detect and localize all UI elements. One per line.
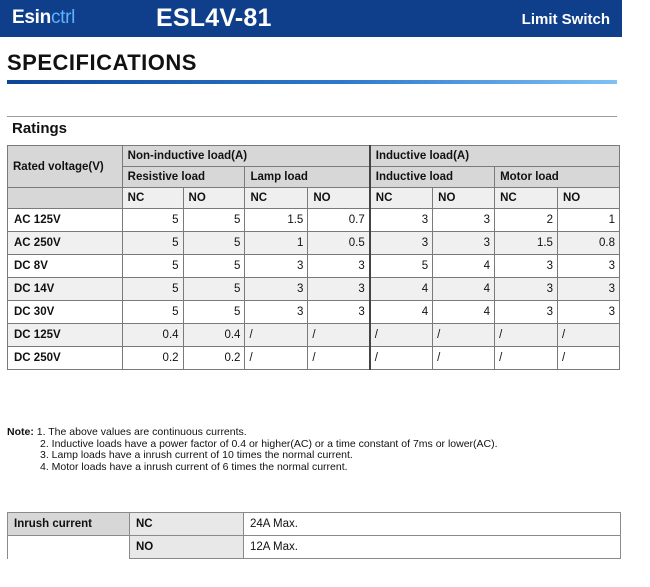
value-cell: 5 (183, 209, 245, 232)
value-cell: 4 (370, 278, 433, 301)
brand-logo (12, 7, 75, 29)
value-cell: 3 (557, 301, 619, 324)
value-cell: / (557, 347, 619, 370)
note-item: 2. Inductive loads have a power factor of 0.4 or higher(AC) or a time constant of 7ms or lower(AC). (40, 437, 498, 450)
value-cell: 5 (122, 301, 183, 324)
value-cell: 0.2 (183, 347, 245, 370)
model-number: ESL4V-81 (156, 4, 272, 32)
brand-name-part1: Esin (12, 7, 51, 28)
voltage-cell: DC 8V (8, 255, 123, 278)
value-cell: / (308, 324, 370, 347)
header-bar (0, 0, 622, 37)
value-cell: 1.5 (245, 209, 308, 232)
value-cell: 3 (245, 278, 308, 301)
value-cell: 3 (245, 255, 308, 278)
product-type: Limit Switch (521, 11, 610, 28)
inrush-value: 24A Max. (244, 513, 621, 536)
value-cell: 3 (308, 255, 370, 278)
value-cell: 5 (183, 255, 245, 278)
value-cell: 5 (183, 278, 245, 301)
ratings-divider (7, 116, 617, 117)
value-cell: 3 (433, 209, 495, 232)
table-row (8, 536, 621, 559)
header-row-1 (8, 146, 620, 167)
value-cell: 5 (183, 232, 245, 255)
contact-cell: NO (130, 536, 244, 559)
value-cell: 2 (495, 209, 558, 232)
table-row (8, 278, 620, 301)
section-title: SPECIFICATIONS (7, 50, 197, 75)
note-item: 3. Lamp loads have a inrush current of 10 times the normal current. (40, 449, 353, 461)
contact-header-no: NO (183, 188, 245, 209)
value-cell: 3 (433, 232, 495, 255)
value-cell: 0.5 (308, 232, 370, 255)
inductive-header: Inductive load(A) (370, 146, 620, 167)
value-cell: 4 (433, 278, 495, 301)
motor-load-header: Motor load (495, 167, 620, 188)
value-cell: 0.8 (557, 232, 619, 255)
lamp-load-header: Lamp load (245, 167, 370, 188)
voltage-cell: DC 125V (8, 324, 123, 347)
voltage-cell: AC 250V (8, 232, 123, 255)
inrush-value: 12A Max. (244, 536, 621, 559)
value-cell: 5 (122, 232, 183, 255)
voltage-cell: DC 250V (8, 347, 123, 370)
non-inductive-header: Non-inductive load(A) (122, 146, 370, 167)
table-row (8, 255, 620, 278)
value-cell: / (370, 347, 433, 370)
brand-name-part2: ctrl (50, 7, 76, 28)
value-cell: 1 (557, 209, 619, 232)
value-cell: / (245, 347, 308, 370)
value-cell: / (433, 347, 495, 370)
value-cell: 3 (495, 255, 558, 278)
ratings-table (7, 145, 620, 370)
contact-cell: NC (130, 513, 244, 536)
value-cell: 3 (308, 301, 370, 324)
table-row (8, 232, 620, 255)
inductive-load-header: Inductive load (370, 167, 495, 188)
table-row (8, 209, 620, 232)
value-cell: 3 (557, 255, 619, 278)
contact-header-no: NO (557, 188, 619, 209)
resistive-load-header: Resistive load (122, 167, 245, 188)
note-item: 1. The above values are continuous currents. (36, 426, 247, 438)
value-cell: / (370, 324, 433, 347)
table-row (8, 324, 620, 347)
value-cell: 1 (245, 232, 308, 255)
value-cell: 5 (370, 255, 433, 278)
table-row (8, 301, 620, 324)
table-row (8, 513, 621, 536)
contact-header-no: NO (433, 188, 495, 209)
empty-header-cell (8, 188, 123, 209)
ratings-title: Ratings (12, 120, 68, 137)
value-cell: 3 (308, 278, 370, 301)
value-cell: 3 (557, 278, 619, 301)
value-cell: 5 (122, 255, 183, 278)
value-cell: / (495, 347, 558, 370)
value-cell: 3 (370, 209, 433, 232)
note-line (7, 427, 498, 439)
inrush-label: Inrush current (8, 513, 130, 536)
table-row (8, 347, 620, 370)
value-cell: / (495, 324, 558, 347)
value-cell: / (308, 347, 370, 370)
value-cell: 0.2 (122, 347, 183, 370)
value-cell: 4 (433, 301, 495, 324)
value-cell: 0.4 (183, 324, 245, 347)
inrush-table (7, 512, 621, 559)
voltage-cell: DC 14V (8, 278, 123, 301)
header-row-3 (8, 188, 620, 209)
value-cell: 3 (495, 301, 558, 324)
value-cell: 0.7 (308, 209, 370, 232)
value-cell: 1.5 (495, 232, 558, 255)
value-cell: / (433, 324, 495, 347)
contact-header-nc: NC (245, 188, 308, 209)
rated-voltage-header: Rated voltage(V) (8, 146, 123, 188)
value-cell: 3 (370, 232, 433, 255)
contact-header-nc: NC (495, 188, 558, 209)
note-item: 4. Motor loads have a inrush current of 6 times the normal current. (40, 460, 348, 473)
value-cell: / (245, 324, 308, 347)
section-divider (7, 80, 617, 84)
contact-header-nc: NC (370, 188, 433, 209)
contact-header-no: NO (308, 188, 370, 209)
value-cell: 3 (495, 278, 558, 301)
value-cell: 5 (122, 209, 183, 232)
note-label: Note: (7, 426, 34, 438)
value-cell: 5 (183, 301, 245, 324)
value-cell: 4 (433, 255, 495, 278)
value-cell: 5 (122, 278, 183, 301)
value-cell: 4 (370, 301, 433, 324)
empty-cell (8, 536, 130, 559)
voltage-cell: AC 125V (8, 209, 123, 232)
value-cell: 3 (245, 301, 308, 324)
notes (7, 427, 498, 473)
contact-header-nc: NC (122, 188, 183, 209)
value-cell: 0.4 (122, 324, 183, 347)
voltage-cell: DC 30V (8, 301, 123, 324)
value-cell: / (557, 324, 619, 347)
